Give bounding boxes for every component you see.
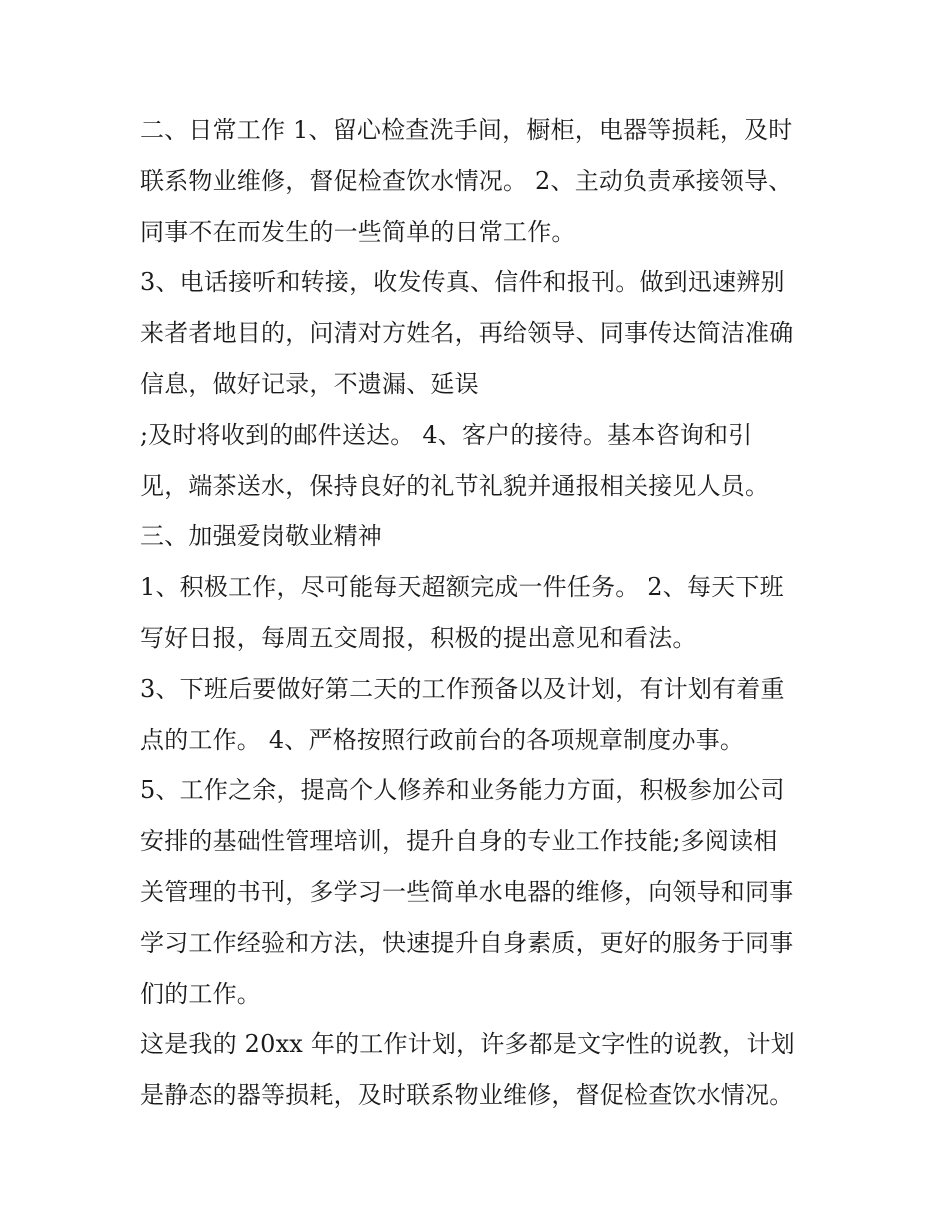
text-line: 见，端茶送水，保持良好的礼节礼貌并通报相关接见人员。: [140, 471, 770, 500]
text-line: 5、工作之余，提高个人修养和业务能力方面，积极参加公司: [140, 776, 785, 805]
text-line: 点的工作。 4、严格按照行政前台的各项规章制度办事。: [140, 725, 745, 754]
text-line: 关管理的书刊，多学习一些简单水电器的维修，向领导和同事: [140, 877, 794, 906]
text-line: 3、电话接听和转接，收发传真、信件和报刊。做到迅速辨别: [140, 268, 785, 297]
text-line: 这是我的 20xx 年的工作计划，许多都是文字性的说教，计划: [140, 1030, 795, 1059]
section-heading: 三、加强爱岗敬业精神: [140, 522, 382, 551]
text-line: ;及时将收到的邮件送达。 4、客户的接待。基本咨询和引: [140, 420, 753, 449]
text-line: 3、下班后要做好第二天的工作预备以及计划，有计划有着重: [140, 674, 785, 703]
text-line: 联系物业维修，督促检查饮水情况。 2、主动负责承接领导、: [140, 166, 793, 195]
text-line: 是静态的器等损耗，及时联系物业维修，督促检查饮水情况。: [140, 1081, 794, 1110]
text-line: 安排的基础性管理培训，提升自身的专业工作技能;多阅读相: [140, 827, 778, 856]
text-line: 来者者地目的，问清对方姓名，再给领导、同事传达简洁准确: [140, 319, 794, 348]
text-line: 们的工作。: [140, 979, 261, 1008]
text-line: 学习工作经验和方法，快速提升自身素质，更好的服务于同事: [140, 928, 794, 957]
document-body: [140, 110, 820, 1126]
text-line: 写好日报，每周五交周报，积极的提出意见和看法。: [140, 623, 697, 652]
text-line: 同事不在而发生的一些简单的日常工作。: [140, 217, 576, 246]
text-line: 二、日常工作 1、留心检查洗手间，橱柜，电器等损耗，及时: [140, 116, 793, 144]
text-line: 信息，做好记录，不遗漏、延误: [140, 369, 479, 398]
text-line: 1、积极工作，尽可能每天超额完成一件任务。 2、每天下班: [140, 573, 784, 602]
